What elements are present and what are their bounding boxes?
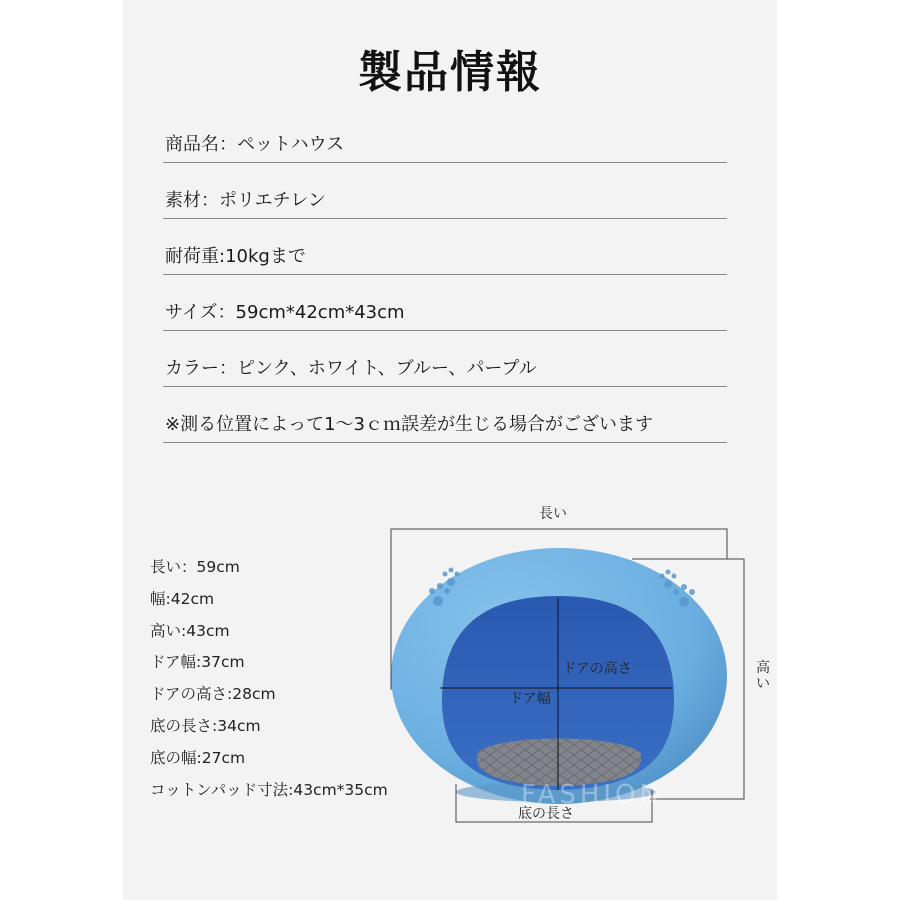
dimension-bottom-length: 底の長さ:34cm	[150, 716, 261, 735]
cotton-pad	[477, 739, 641, 787]
watermark: FASHION	[521, 780, 663, 810]
length-label: 長い	[539, 506, 567, 522]
dimension-cotton-pad: コットンパッド寸法:43cm*35cm	[150, 780, 388, 799]
door-height-label: ドアの高さ	[562, 661, 632, 677]
door-width-label: ドア幅	[509, 691, 551, 707]
page-title: 製品情報	[358, 47, 542, 98]
dimension-bottom-width: 底の幅:27cm	[150, 748, 246, 767]
dimension-door-height: ドアの高さ:28cm	[150, 685, 276, 704]
dimension-length: 長い：59cm	[150, 558, 240, 576]
bottom-length-label: 底の長さ	[518, 806, 574, 822]
info-row-text: サイズ：59cm*42cm*43cm	[165, 302, 405, 323]
height-label-bottom: い	[756, 676, 770, 692]
dimension-height: 高い:43cm	[150, 621, 230, 640]
height-label-top: 高	[756, 660, 770, 676]
info-row-text: 素材：ポリエチレン	[165, 190, 326, 211]
info-row-text: カラー：ピンク、ホワイト、ブルー、パープル	[165, 358, 537, 379]
info-row-text: 耐荷重:10kgまで	[165, 246, 306, 267]
dimension-width: 幅:42cm	[150, 589, 215, 608]
dimension-door-width: ドア幅:37cm	[150, 653, 245, 672]
info-row-text: 商品名：ペットハウス	[165, 134, 345, 155]
info-row-text: ※測る位置によって1～3ｃｍ誤差が生じる場合がございます	[165, 414, 653, 435]
